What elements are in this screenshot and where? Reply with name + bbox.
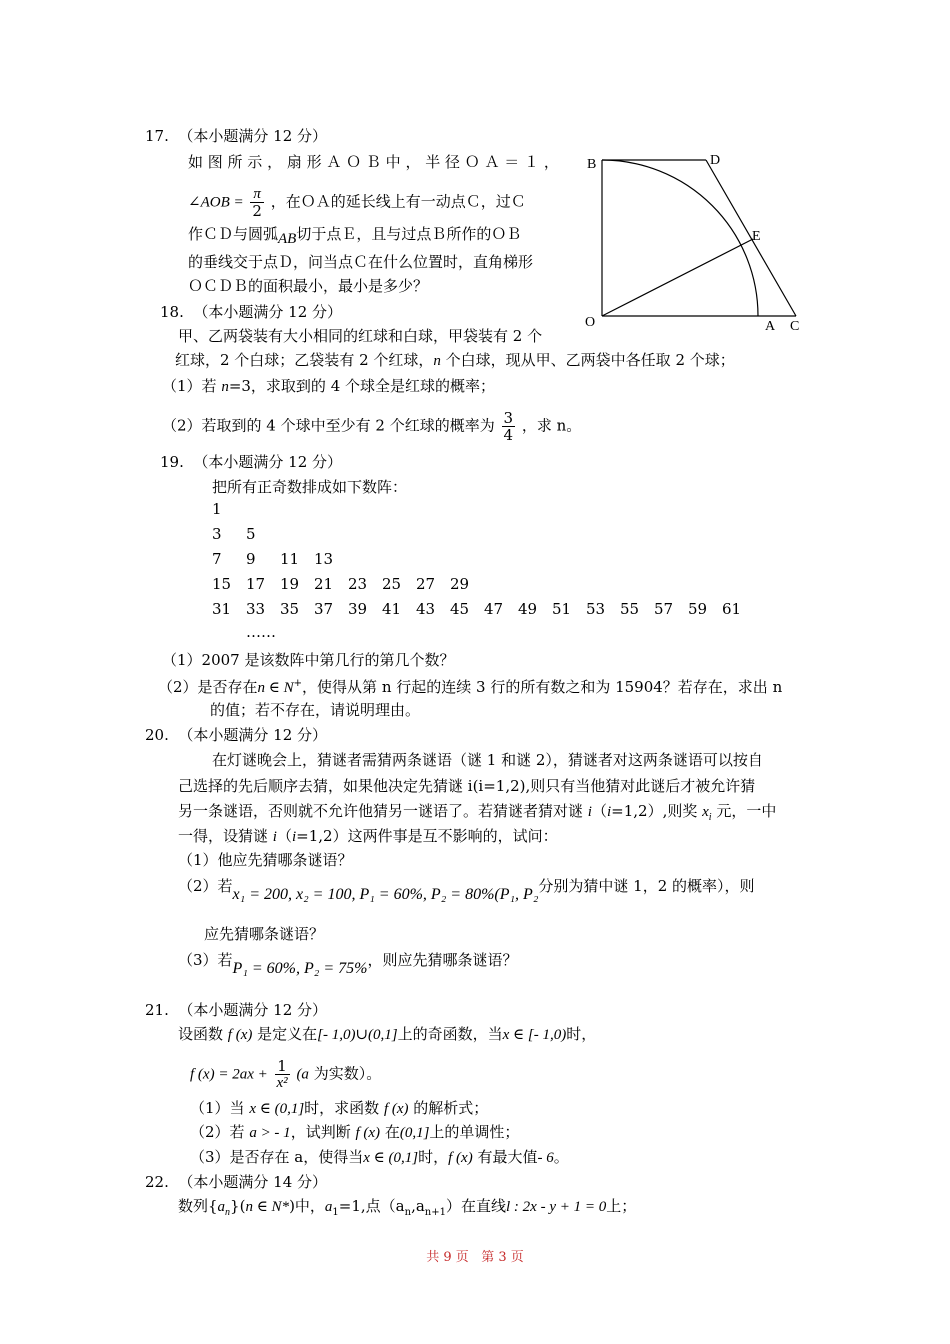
label-c: C [790,319,800,334]
q21-part2: （2）若 a > - 1，试判断 f (x) 在(0,1]上的单调性； [190,1123,520,1141]
footer-page-number: 第 3 页 [481,1250,524,1265]
arc-ab [602,160,758,316]
q18-line1: 甲、乙两袋装有大小相同的红球和白球，甲袋装有 2 个 [178,327,543,345]
array-cell: 17 [246,575,266,593]
q19-part2: （2）是否存在n ∈ N+，使得从第 n 行起的连续 3 行的所有数之和为 15904？若存在，求出 n [158,678,783,696]
q20-line2: 己选择的先后顺序去猜，如果他决定先猜谜 i(i=1,2),则只有当他猜对此谜后才被允许猜 [178,777,756,795]
footer-total-pages: 共 9 页 [426,1250,469,1265]
q19-part2-cont: 的值；若不存在，请说明理由。 [210,701,421,719]
array-cell: 3 [212,525,222,543]
array-cell: 25 [382,575,402,593]
q18-line2: 红球，2 个白球；乙袋装有 2 个红球，n 个白球，现从甲、乙两袋中各任取 2 个球； [175,351,735,369]
array-cell: 41 [382,600,402,618]
array-cell: 49 [518,600,538,618]
array-cell: 45 [450,600,470,618]
page-footer [0,1246,950,1265]
q18-part1: （1）若 n=3，求取到的 4 个球全是红球的概率； [162,377,496,395]
q17-line2: ∠AOB = $\frac{\pi}{2}$ ，在ＯＡ的延长线上有一动点Ｃ，过Ｃ [188,186,526,220]
pi-over-two-fraction: $\frac{\pi}{2}$ [252,186,262,220]
q21-part3: （3）是否存在 a，使得当x ∈ (0,1]时，f (x) 有最大值- 6。 [190,1148,569,1166]
array-cell: 27 [416,575,436,593]
q21-line2: f (x) = 2ax + $\frac{1}{\text{x²}}$ (a 为实数）。 [190,1057,382,1091]
label-a: A [765,319,776,334]
one-over-x-squared-fraction: $\frac{1}{\text{x²}}$ [276,1057,288,1091]
segment-oe [602,239,753,316]
q20-heading: 20. （本小题满分 12 分） [145,726,328,744]
q22-line1: 数列$\{a_n\}(n$ ∈ N*)中，$a_1=1$,点$(a_n,a_{n+1})$在直线l : 2x - y + 1 = 0上； [178,1197,637,1218]
q20-part3: （3）若P₁ = 60%, P₂ = 75%，则应先猜哪条谜语？ [178,951,518,977]
array-cell: 11 [280,550,300,568]
segment-dc [706,160,796,316]
q19-ellipsis: …… [246,623,276,641]
array-cell: 13 [314,550,334,568]
array-cell: 35 [280,600,300,618]
array-cell: 15 [212,575,232,593]
array-cell: 51 [552,600,572,618]
array-cell: 39 [348,600,368,618]
label-d: D [710,153,721,168]
q17-line4: 的垂线交于点Ｄ，问当点Ｃ在什么位置时，直角梯形 [188,253,534,271]
q17-line3: 作ＣＤ与圆弧AB切于点Ｅ，且与过点Ｂ所作的ＯＢ [188,225,522,247]
array-cell: 55 [620,600,640,618]
q21-part1: （1）当 x ∈ (0,1]时，求函数 f (x) 的解析式； [190,1099,489,1117]
array-cell: 57 [654,600,674,618]
label-o: O [585,315,596,330]
q18-part2: （2）若取到的 4 个球中至少有 2 个红球的概率为 $\frac{3}{4}$ ，求 n。 [162,409,582,444]
array-cell: 53 [586,600,606,618]
q17-line5: ＯＣＤＢ的面积最小，最小是多少？ [188,277,429,295]
array-cell: 29 [450,575,470,593]
array-cell: 1 [212,500,222,518]
q21-heading: 21. （本小题满分 12 分） [145,1001,328,1019]
array-cell: 31 [212,600,232,618]
q19-part1: （1）2007 是该数阵中第几行的第几个数？ [162,651,455,669]
sector-figure [578,148,808,338]
q22-heading: 22. （本小题满分 14 分） [145,1173,328,1191]
label-b: B [587,157,597,172]
array-cell: 5 [246,525,256,543]
array-cell: 47 [484,600,504,618]
array-cell: 21 [314,575,334,593]
array-cell: 7 [212,550,222,568]
array-cell: 59 [688,600,708,618]
q20-line1: 在灯谜晚会上，猜谜者需猜两条谜语（谜 1 和谜 2），猜谜者对这两条谜语可以按自 [212,751,763,769]
q20-part2: （2）若x₁ = 200, x₂ = 100, P₁ = 60%, P₂ = 80%(P₁, P₂分别为猜中谜 1，2 的概率），则 [178,877,755,903]
array-cell: 37 [314,600,334,618]
array-cell: 23 [348,575,368,593]
array-cell: 9 [246,550,256,568]
three-quarters-fraction: $\frac{3}{4}$ [503,409,514,444]
q20-line3: 另一条谜语，否则就不允许他猜另一谜语了。若猜谜者猜对谜 i（i=1,2）,则奖 $x_i$ 元，一中 [178,802,777,823]
q17-line1: 如 图 所 示 ， 扇 形 Ａ Ｏ Ｂ 中 ， 半 径 Ｏ Ａ ＝ １ ， [188,153,559,171]
q21-line1: 设函数 f (x) 是定义在[- 1,0)∪(0,1]上的奇函数，当x ∈ [- 1,0)时， [178,1025,597,1043]
q20-part1: （1）他应先猜哪条谜语？ [178,851,353,869]
array-cell: 33 [246,600,266,618]
array-cell: 19 [280,575,300,593]
q19-intro: 把所有正奇数排成如下数阵： [212,478,408,496]
label-e: E [752,229,761,244]
array-cell: 61 [722,600,742,618]
q17-heading: 17. （本小题满分 12 分） [145,127,328,145]
q19-heading: 19. （本小题满分 12 分） [160,453,343,471]
q20-line4: 一得，设猜谜 i（i=1,2）这两件事是互不影响的，试问： [178,827,558,845]
q18-heading: 18. （本小题满分 12 分） [160,303,343,321]
q20-part2-cont: 应先猜哪条谜语？ [204,925,325,943]
array-cell: 43 [416,600,436,618]
